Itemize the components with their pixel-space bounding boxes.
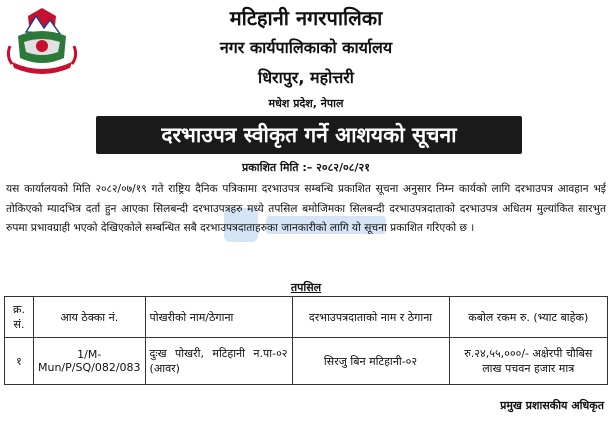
cell-contract-no: 1/M-Mun/P/SQ/082/083 (34, 338, 146, 385)
notice-body: यस कार्यालयको मिति २०८२/०७/१९ गते राष्ट्रिय दैनिक पत्रिकामा दरभाउपत्र सम्बन्धि प्रकाशित सूचना अनुसार निम्न कार्यको लागि दरभाउपत्र आवहान भई तोकिएको म्यादभित्र दर्ता हुन आएका सिलबन्दी दरभाउपत्रहरु मध्ये तपसिल बमोजिमका सिलबन्दी दरभाउपत्रदाताको दरभाउपत्र अधितम मुल्यांकित सारभुत रुपमा प्रभावग्राही भएको देखिएकोले सम्बन्धित सबै दरभाउपत्रदाताहरुका जानकारीको लागि यो सूचना प्रकाशित गरिएको छ । (6, 183, 606, 235)
cell-bidder: सिरजु बिन मटिहानी-०२ (292, 338, 449, 385)
cell-serial: १ (5, 338, 34, 385)
office-address: धिरापुर, महोत्तरी (258, 68, 354, 87)
table-row (5, 338, 608, 385)
published-date (0, 160, 612, 175)
published-label: प्रकाशित मिति :– (242, 161, 317, 174)
col-header-bidder: दरभाउपत्रदाताको नाम र ठेगाना (292, 297, 449, 338)
office-name: नगर कार्यपालिकाको कार्यालय (219, 38, 393, 57)
cell-pond: दुःख पोखरी, मटिहानी न.पा-०२ (आवर) (145, 338, 292, 385)
municipality-name: मटिहानी नगरपालिका (229, 6, 383, 30)
table-header-row (5, 297, 608, 338)
published-value: २०८२/०८/२१ (316, 161, 370, 174)
signatory-title: प्रमुख प्रशासकीय अधिकृत (500, 399, 604, 412)
province-country: मधेश प्रदेश, नेपाल (268, 97, 344, 110)
contract-table (4, 296, 608, 385)
col-header-amount: कबोल रकम रु. (भ्याट बाहेक) (449, 297, 607, 338)
notice-title: दरभाउपत्र स्वीकृत गर्ने आशयको सूचना (96, 116, 522, 154)
tapasil-heading: तपसिल (290, 281, 322, 294)
col-header-pond: पोखरीको नाम/ठेगाना (145, 297, 292, 338)
col-header-serial: क्र. सं. (5, 297, 34, 338)
cell-amount: रु.२४,५५,०००/- अक्षेरपी चौबिस लाख पचवन हजार मात्र (449, 338, 607, 385)
col-header-contract-no: आय ठेक्का नं. (34, 297, 146, 338)
